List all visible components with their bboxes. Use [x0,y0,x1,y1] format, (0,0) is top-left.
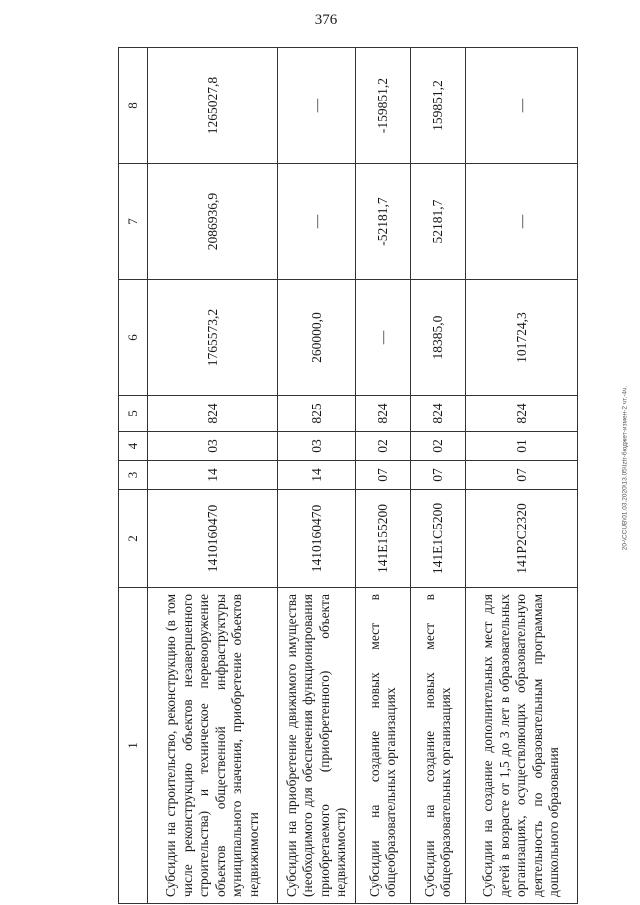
table-row [411,48,466,904]
section-code: 14 [148,461,278,490]
table-row [148,48,278,904]
rotated-table-area [118,48,600,904]
subsection-code: 01 [466,432,578,461]
expense-type-code: 824 [466,396,578,432]
table-row [466,48,578,904]
amount-col7: 2086936,9 [148,164,278,280]
target-code: 141P2C2320 [466,490,578,588]
column-header: 8 [119,48,148,164]
amount-col8: 159851,2 [411,48,466,164]
amount-col8: — [466,48,578,164]
expense-type-code: 824 [356,396,411,432]
target-code: 1410160470 [278,490,356,588]
column-header: 4 [119,432,148,461]
side-note-text: 20-\СCUB\01.03.2020\13.05\Іztr-бюджет-измен-2 чт.-4ч. [621,385,629,551]
expense-type-code: 825 [278,396,356,432]
header-row [119,48,148,904]
column-header: 2 [119,490,148,588]
target-code: 1410160470 [148,490,278,588]
amount-col8: 1265027,8 [148,48,278,164]
amount-col6: — [356,280,411,396]
subsection-code: 02 [411,432,466,461]
row-description: Субсидии на создание дополнительных мест для детей в возрасте от 1,5 до 3 лет в образовательных организациях, осуществляющих образовательную деятельность по образовательным программам дошкольного образования [466,588,578,904]
amount-col6: 18385,0 [411,280,466,396]
amount-col6: 1765573,2 [148,280,278,396]
amount-col6: 101724,3 [466,280,578,396]
amount-col7: 52181,7 [411,164,466,280]
column-header: 6 [119,280,148,396]
amount-col8: — [278,48,356,164]
column-header: 5 [119,396,148,432]
expense-type-code: 824 [411,396,466,432]
row-description: Субсидии на строительство, реконструкцию (в том числе реконструкцию объектов незавершенного строительства) и техническое перевооружение объектов общественной инфраструктуры муниципального значения, приобретение объектов недвижимости [148,588,278,904]
table-row [278,48,356,904]
amount-col7: -52181,7 [356,164,411,280]
target-code: 141E1C5200 [411,490,466,588]
section-code: 07 [411,461,466,490]
section-code: 14 [278,461,356,490]
row-description: Субсидии на создание новых мест в общеобразовательных организациях [411,588,466,904]
subsection-code: 02 [356,432,411,461]
amount-col7: — [466,164,578,280]
budget-table [118,47,578,904]
amount-col6: 260000,0 [278,280,356,396]
table-row [356,48,411,904]
rotated-table-frame [118,48,600,904]
target-code: 141E155200 [356,490,411,588]
row-description: Субсидии на создание новых мест в общеобразовательных организациях [356,588,411,904]
column-header: 3 [119,461,148,490]
section-code: 07 [356,461,411,490]
page-number: 376 [314,12,338,28]
expense-type-code: 824 [148,396,278,432]
row-description: Субсидии на приобретение движимого имущества (необходимого для обеспечения функционирования приобретаемого (приобретенного) объекта недвижимости) [278,588,356,904]
section-code: 07 [466,461,578,490]
subsection-code: 03 [278,432,356,461]
column-header: 7 [119,164,148,280]
subsection-code: 03 [148,432,278,461]
side-margin-note [620,218,630,718]
column-header: 1 [119,588,148,904]
amount-col7: — [278,164,356,280]
amount-col8: -159851,2 [356,48,411,164]
